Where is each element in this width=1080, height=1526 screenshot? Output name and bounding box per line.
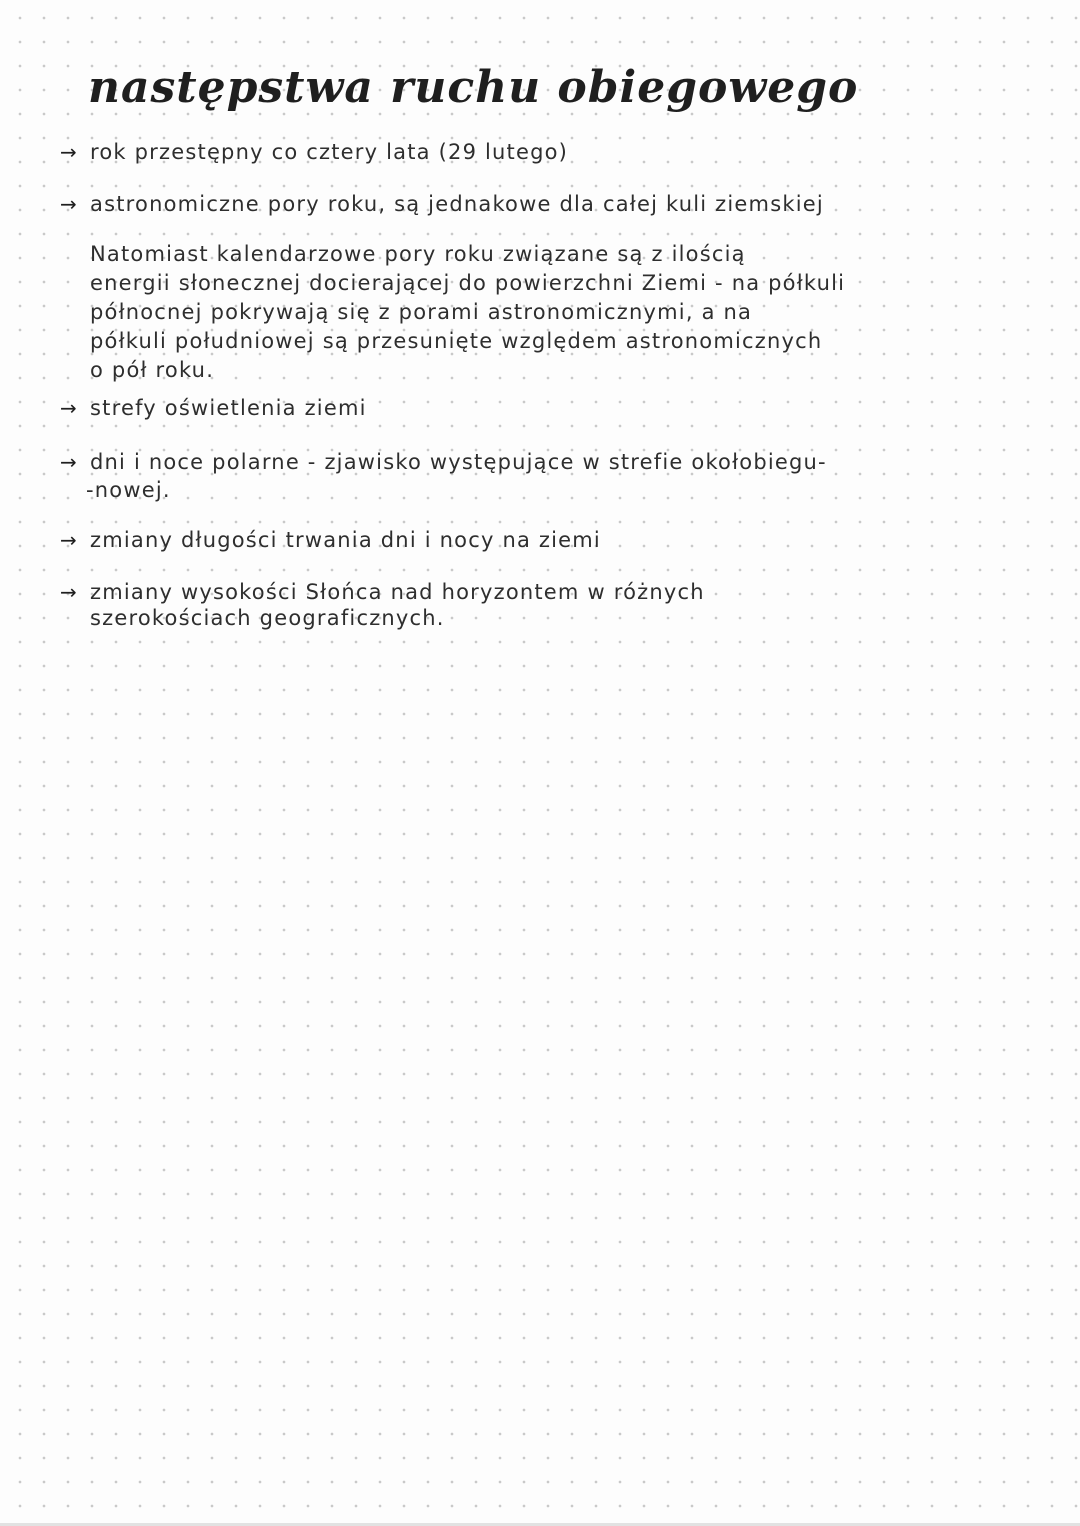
paragraph: [90, 240, 1050, 385]
list-item: [60, 396, 367, 420]
list-item-text: strefy oświetlenia ziemi: [90, 396, 367, 420]
arrow-right-icon: →: [60, 192, 78, 216]
list-item: [60, 450, 827, 474]
paragraph-line: północnej pokrywają się z porami astronomicznymi, a na: [90, 300, 753, 324]
page-title: następstwa ruchu obiegowego: [88, 62, 859, 113]
list-item-continuation: -nowej.: [86, 478, 171, 502]
list-item: [60, 140, 568, 164]
list-item-text: dni i noce polarne - zjawisko występujące w strefie okołobiegu-: [90, 450, 827, 474]
paragraph-line: energii słonecznej docierającej do powierzchni Ziemi - na półkuli: [90, 271, 846, 295]
list-item-text: zmiany wysokości Słońca nad horyzontem w różnych: [90, 580, 705, 604]
list-item-text: zmiany długości trwania dni i nocy na ziemi: [90, 528, 601, 552]
list-item-continuation: szerokościach geograficznych.: [90, 606, 445, 630]
arrow-right-icon: →: [60, 580, 78, 604]
arrow-right-icon: →: [60, 528, 78, 552]
arrow-right-icon: →: [60, 396, 78, 420]
paragraph-line: o pół roku.: [90, 358, 215, 382]
paragraph-line: Natomiast kalendarzowe pory roku związane są z ilością: [90, 242, 746, 266]
list-item: [60, 580, 705, 604]
list-item-text: rok przestępny co cztery lata (29 lutego): [90, 140, 569, 164]
list-item: [60, 192, 824, 216]
paragraph-line: półkuli południowej są przesunięte względem astronomicznych: [90, 329, 823, 353]
arrow-right-icon: →: [60, 450, 78, 474]
list-item-text: astronomiczne pory roku, są jednakowe dla całej kuli ziemskiej: [90, 192, 824, 216]
arrow-right-icon: →: [60, 140, 78, 164]
list-item: [60, 528, 601, 552]
